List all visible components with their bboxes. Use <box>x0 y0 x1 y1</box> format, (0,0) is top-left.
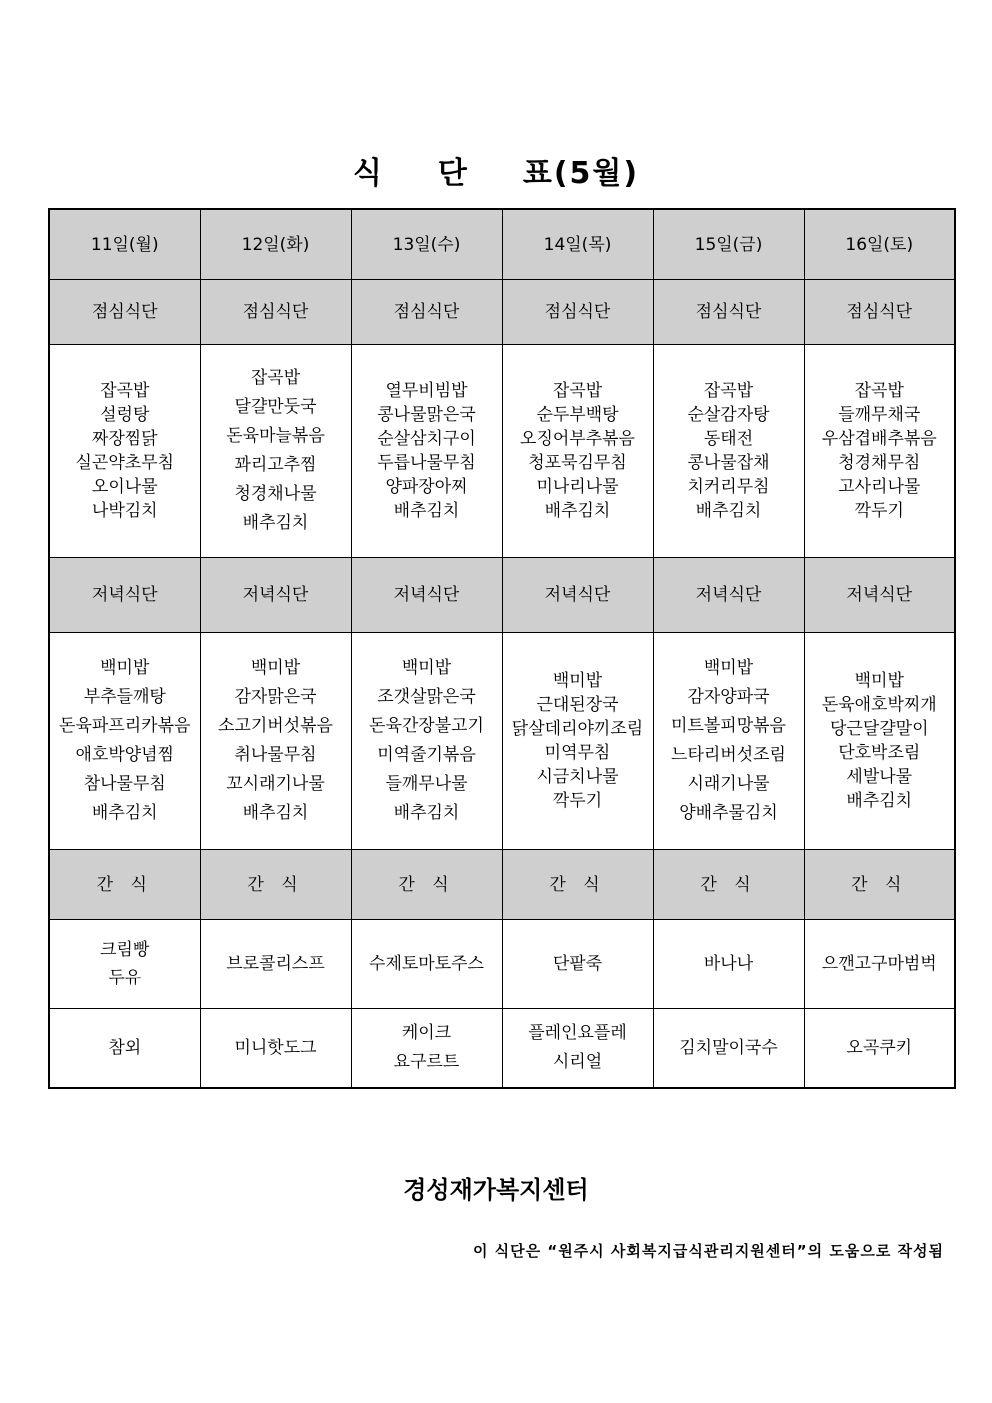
menu-item: 감자양파국 <box>687 687 770 707</box>
snack-cell <box>653 1009 804 1089</box>
title-part-2: 단 <box>437 156 469 191</box>
menu-item: 청경채나물 <box>234 484 317 504</box>
menu-item: 느타리버섯조림 <box>671 745 786 765</box>
menu-item: 배추김치 <box>695 501 762 521</box>
menu-item: 청포묵김무침 <box>528 453 627 473</box>
menu-table <box>48 208 956 1089</box>
footer-note: 이 식단은 “원주시 사회복지급식관리지원센터”의 도움으로 작성됨 <box>472 1242 944 1260</box>
menu-item: 돈육간장불고기 <box>369 716 484 736</box>
menu-item: 돈육파프리카볶음 <box>59 716 191 736</box>
menu-item: 김치말이국수 <box>679 1037 778 1058</box>
menu-item: 당근달걀말이 <box>829 719 929 739</box>
menu-item: 소고기버섯볶음 <box>218 716 333 736</box>
menu-item: 백미밥 <box>100 658 150 678</box>
menu-item: 시래기나물 <box>687 774 770 794</box>
menu-item: 배추김치 <box>846 791 913 811</box>
menu-item: 배추김치 <box>242 513 309 533</box>
menu-item: 세발나물 <box>846 767 913 787</box>
menu-item: 양파장아찌 <box>385 477 468 497</box>
menu-item: 브로콜리스프 <box>226 954 325 974</box>
dinner-header: 저녁식단 <box>653 558 804 633</box>
menu-item: 미역줄기볶음 <box>377 745 476 765</box>
menu-item: 깍두기 <box>552 791 603 811</box>
menu-item: 백미밥 <box>250 658 301 678</box>
snack-header: 간 식 <box>49 850 200 920</box>
menu-item: 배추김치 <box>393 803 460 823</box>
menu-item: 케이크 <box>401 1023 452 1043</box>
menu-item: 시리얼 <box>552 1052 603 1072</box>
menu-item: 순두부백탕 <box>536 405 619 425</box>
snack-cell <box>653 920 804 1009</box>
snack-cell <box>200 920 351 1009</box>
menu-item: 콩나물잡채 <box>687 453 770 473</box>
dinner-header: 저녁식단 <box>200 558 351 633</box>
day-header: 12일(화) <box>200 209 351 280</box>
menu-item: 돈육애호박찌개 <box>821 695 937 715</box>
menu-item: 콩나물맑은국 <box>377 405 476 425</box>
lunch-row <box>49 345 955 558</box>
menu-item: 양배추물김치 <box>679 803 778 823</box>
menu-item: 짜장찜닭 <box>91 429 158 449</box>
menu-item: 오징어부추볶음 <box>520 429 635 449</box>
menu-item: 두유 <box>108 968 142 988</box>
snack-header: 간 식 <box>804 850 955 920</box>
menu-item: 들깨무채국 <box>838 405 921 425</box>
menu-item: 단팥죽 <box>552 954 603 974</box>
menu-item: 단호박조림 <box>838 743 921 763</box>
organization-name: 경성재가복지센터 <box>403 1176 589 1204</box>
menu-item: 수제토마토주스 <box>369 954 484 974</box>
snack-header: 간 식 <box>653 850 804 920</box>
page-title <box>0 148 992 192</box>
day-header: 13일(수) <box>351 209 502 280</box>
menu-item: 백미밥 <box>552 671 603 691</box>
menu-item: 돈육마늘볶음 <box>226 426 325 446</box>
menu-item: 배추김치 <box>91 803 158 823</box>
menu-item: 감자맑은국 <box>234 687 317 707</box>
dinner-cell <box>351 633 502 850</box>
menu-item: 시금치나물 <box>536 767 619 787</box>
menu-item: 잡곡밥 <box>100 381 150 401</box>
snack-cell <box>351 920 502 1009</box>
snack-cell <box>502 1009 653 1089</box>
title-part-3: 표(5월) <box>522 156 640 191</box>
snack-cell <box>351 1009 502 1089</box>
menu-item: 백미밥 <box>703 658 754 678</box>
menu-item: 오이나물 <box>91 477 158 497</box>
menu-item: 고사리나물 <box>838 477 921 497</box>
snack-header: 간 식 <box>200 850 351 920</box>
menu-item: 플레인요플레 <box>528 1023 627 1043</box>
lunch-header: 점심식단 <box>653 280 804 345</box>
menu-item: 배추김치 <box>242 803 309 823</box>
menu-item: 실곤약초무침 <box>75 453 175 473</box>
menu-item: 치커리무침 <box>687 477 770 497</box>
menu-item: 순살삼치구이 <box>377 429 476 449</box>
menu-item: 잡곡밥 <box>552 381 603 401</box>
menu-item: 으깬고구마범벅 <box>821 954 937 974</box>
menu-item: 열무비빔밥 <box>385 381 468 401</box>
lunch-header-row <box>49 280 955 345</box>
snack-header: 간 식 <box>502 850 653 920</box>
menu-item: 우삼겹배추볶음 <box>821 429 937 449</box>
lunch-cell <box>200 345 351 558</box>
menu-item: 순살감자탕 <box>687 405 770 425</box>
snack-cell <box>502 920 653 1009</box>
day-header: 14일(목) <box>502 209 653 280</box>
menu-item: 꼬시래기나물 <box>226 774 325 794</box>
menu-item: 나박김치 <box>91 501 158 521</box>
lunch-header: 점심식단 <box>502 280 653 345</box>
menu-item: 바나나 <box>703 954 754 974</box>
menu-item: 애호박양념찜 <box>75 745 175 765</box>
title-part-1: 식 <box>352 156 384 191</box>
menu-item: 배추김치 <box>393 501 460 521</box>
menu-item: 근대된장국 <box>536 695 619 715</box>
snack-cell <box>200 1009 351 1089</box>
dinner-header: 저녁식단 <box>351 558 502 633</box>
menu-item: 잡곡밥 <box>854 381 904 401</box>
lunch-cell <box>804 345 955 558</box>
menu-item: 조갯살맑은국 <box>377 687 476 707</box>
lunch-header: 점심식단 <box>804 280 955 345</box>
menu-item: 오곡쿠키 <box>846 1037 913 1058</box>
snack-header-row <box>49 850 955 920</box>
menu-item: 크림빵 <box>100 940 150 960</box>
dinner-header: 저녁식단 <box>49 558 200 633</box>
dinner-cell <box>502 633 653 850</box>
menu-item: 백미밥 <box>401 658 452 678</box>
date-row <box>49 209 955 280</box>
menu-item: 달걀만둣국 <box>234 397 317 417</box>
day-header: 15일(금) <box>653 209 804 280</box>
menu-item: 꽈리고추찜 <box>234 455 317 475</box>
lunch-cell <box>653 345 804 558</box>
menu-item: 취나물무침 <box>234 745 317 765</box>
lunch-cell <box>49 345 200 558</box>
menu-item: 부추들깨탕 <box>83 687 166 707</box>
dinner-cell <box>804 633 955 850</box>
menu-item: 미역무침 <box>544 743 611 763</box>
snack-cell <box>804 1009 955 1089</box>
dinner-header: 저녁식단 <box>804 558 955 633</box>
menu-item: 청경채무침 <box>838 453 921 473</box>
dinner-cell <box>49 633 200 850</box>
menu-item: 깍두기 <box>854 501 904 521</box>
lunch-cell <box>502 345 653 558</box>
day-header: 11일(월) <box>49 209 200 280</box>
menu-item: 백미밥 <box>854 671 904 691</box>
snack-cell <box>49 920 200 1009</box>
menu-item: 들깨무나물 <box>385 774 468 794</box>
dinner-cell <box>653 633 804 850</box>
dinner-header: 저녁식단 <box>502 558 653 633</box>
menu-item: 참외 <box>108 1037 142 1058</box>
snack-row-1 <box>49 920 955 1009</box>
lunch-header: 점심식단 <box>200 280 351 345</box>
menu-item: 미트볼피망볶음 <box>671 716 786 736</box>
day-header: 16일(토) <box>804 209 955 280</box>
menu-item: 설렁탕 <box>100 405 150 425</box>
lunch-cell <box>351 345 502 558</box>
dinner-header-row <box>49 558 955 633</box>
dinner-row <box>49 633 955 850</box>
menu-item: 미나리나물 <box>536 477 619 497</box>
menu-item: 참나물무침 <box>83 774 166 794</box>
menu-item: 잡곡밥 <box>250 368 301 388</box>
snack-row-2 <box>49 1009 955 1089</box>
dinner-cell <box>200 633 351 850</box>
menu-item: 잡곡밥 <box>703 381 754 401</box>
snack-cell <box>804 920 955 1009</box>
menu-item: 요구르트 <box>393 1052 460 1072</box>
menu-item: 두릅나물무침 <box>377 453 476 473</box>
menu-item: 닭살데리야끼조림 <box>511 719 644 739</box>
lunch-header: 점심식단 <box>49 280 200 345</box>
menu-item: 미니핫도그 <box>234 1037 317 1058</box>
snack-cell <box>49 1009 200 1089</box>
menu-item: 배추김치 <box>544 501 611 521</box>
snack-header: 간 식 <box>351 850 502 920</box>
menu-item: 동태전 <box>703 429 754 449</box>
lunch-header: 점심식단 <box>351 280 502 345</box>
